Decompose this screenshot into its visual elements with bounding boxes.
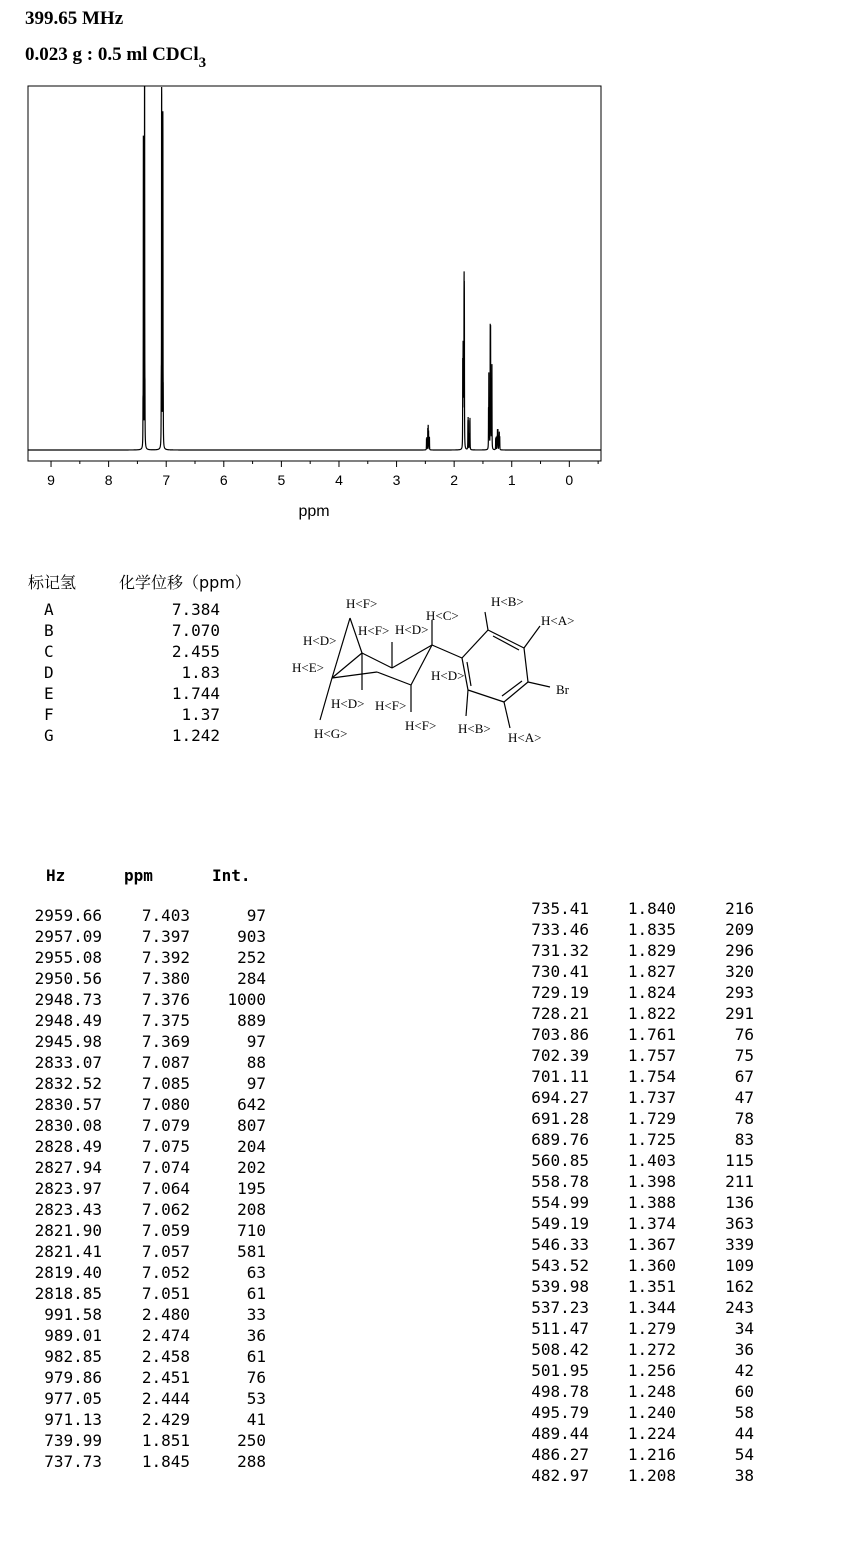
peak-hz: 2830.57 <box>34 1095 102 1114</box>
peak-ppm: 7.380 <box>141 969 190 988</box>
peak-ppm: 7.376 <box>141 990 190 1009</box>
atom-label: H<A> <box>541 613 575 628</box>
peak-ppm: 7.051 <box>141 1284 190 1303</box>
peak-hz: 977.05 <box>44 1389 102 1408</box>
peak-int: 67 <box>734 1067 754 1086</box>
peak-int: 76 <box>246 1368 266 1387</box>
peak-ppm: 1.829 <box>627 941 676 960</box>
peak-int: 76 <box>734 1025 754 1044</box>
peak-hz: 730.41 <box>531 962 589 981</box>
peak-ppm: 7.052 <box>141 1263 190 1282</box>
peak-ppm: 1.761 <box>627 1025 676 1044</box>
peak-int: 284 <box>237 969 266 988</box>
peak-ppm: 1.827 <box>627 962 676 981</box>
peak-ppm: 1.851 <box>141 1431 190 1450</box>
peak-hz: 689.76 <box>531 1130 589 1149</box>
peak-ppm: 2.429 <box>141 1410 190 1429</box>
nmr-spectrum-chart <box>0 80 620 530</box>
peak-int: 243 <box>725 1298 754 1317</box>
sample-main: 0.023 g : 0.5 ml CDCl <box>25 44 199 65</box>
assignment-label: F <box>44 705 54 724</box>
peak-ppm: 7.369 <box>141 1032 190 1051</box>
atom-label: H<F> <box>375 698 407 713</box>
atom-label: H<F> <box>346 596 378 611</box>
peak-hz: 703.86 <box>531 1025 589 1044</box>
peak-ppm: 7.074 <box>141 1158 190 1177</box>
peak-int: 581 <box>237 1242 266 1261</box>
assignment-label: D <box>44 663 54 682</box>
x-tick-label: 9 <box>47 472 55 488</box>
peak-int: 61 <box>246 1347 266 1366</box>
peak-ppm: 2.474 <box>141 1326 190 1345</box>
peak-ppm: 1.344 <box>627 1298 676 1317</box>
atom-label: H<D> <box>431 668 465 683</box>
peak-int: 889 <box>237 1011 266 1030</box>
peak-int: 211 <box>725 1172 754 1191</box>
x-axis-label: ppm <box>298 503 330 520</box>
peak-ppm: 2.480 <box>141 1305 190 1324</box>
peak-int: 41 <box>246 1410 266 1429</box>
assignment-shift-heading: 化学位移（ppm） <box>119 573 251 592</box>
peak-hz: 486.27 <box>531 1445 589 1464</box>
atom-label: H<F> <box>358 623 390 638</box>
peak-ppm: 1.224 <box>627 1424 676 1443</box>
peak-int: 202 <box>237 1158 266 1177</box>
peak-int: 209 <box>725 920 754 939</box>
atom-label: H<G> <box>314 726 348 741</box>
peak-ppm: 1.403 <box>627 1151 676 1170</box>
peak-ppm: 1.216 <box>627 1445 676 1464</box>
peak-hz: 979.86 <box>44 1368 102 1387</box>
peak-ppm: 1.279 <box>627 1319 676 1338</box>
x-axis-ticks <box>47 461 598 488</box>
peak-int: 136 <box>725 1193 754 1212</box>
peak-ppm: 1.824 <box>627 983 676 1002</box>
peak-ppm: 1.272 <box>627 1340 676 1359</box>
peak-hz: 702.39 <box>531 1046 589 1065</box>
peak-int: 195 <box>237 1179 266 1198</box>
atom-label: H<A> <box>508 730 542 745</box>
peak-ppm: 1.240 <box>627 1403 676 1422</box>
peak-hz: 508.42 <box>531 1340 589 1359</box>
peak-hz: 2957.09 <box>34 927 102 946</box>
peak-ppm: 2.458 <box>141 1347 190 1366</box>
x-tick-label: 1 <box>507 472 516 488</box>
peak-int: 53 <box>246 1389 266 1408</box>
assignment-value: 2.455 <box>171 642 220 661</box>
peak-hz: 482.97 <box>531 1466 589 1485</box>
peak-int: 42 <box>734 1361 754 1380</box>
peak-int: 903 <box>237 927 266 946</box>
assignment-value: 1.242 <box>171 726 220 745</box>
spectrometer-frequency: 399.65 MHz <box>25 8 124 29</box>
peak-hz: 728.21 <box>531 1004 589 1023</box>
peak-int: 208 <box>237 1200 266 1219</box>
peak-ppm: 1.845 <box>141 1452 190 1471</box>
peak-hz: 971.13 <box>44 1410 102 1429</box>
peak-hz: 739.99 <box>44 1431 102 1450</box>
peak-hz: 989.01 <box>44 1326 102 1345</box>
peak-int: 339 <box>725 1235 754 1254</box>
peak-hz: 501.95 <box>531 1361 589 1380</box>
peak-hz: 2832.52 <box>34 1074 102 1093</box>
peak-ppm: 7.403 <box>141 906 190 925</box>
peak-int: 34 <box>734 1319 754 1338</box>
peak-ppm: 7.085 <box>141 1074 190 1093</box>
peak-hz: 2948.73 <box>34 990 102 1009</box>
x-tick-label: 4 <box>335 472 343 488</box>
peak-int: 288 <box>237 1452 266 1471</box>
peak-ppm: 1.351 <box>627 1277 676 1296</box>
peak-ppm: 1.840 <box>627 899 676 918</box>
peak-ppm: 1.737 <box>627 1088 676 1107</box>
peak-int: 109 <box>725 1256 754 1275</box>
peak-ppm: 1.388 <box>627 1193 676 1212</box>
peak-hz: 2950.56 <box>34 969 102 988</box>
peak-hz: 558.78 <box>531 1172 589 1191</box>
peak-int: 291 <box>725 1004 754 1023</box>
peak-int: 60 <box>734 1382 754 1401</box>
peak-int: 97 <box>246 906 266 925</box>
peak-int: 97 <box>246 1074 266 1093</box>
peak-int: 63 <box>246 1263 266 1282</box>
plot-frame <box>28 86 601 461</box>
peak-ppm: 1.729 <box>627 1109 676 1128</box>
peak-ppm: 1.822 <box>627 1004 676 1023</box>
x-tick-label: 3 <box>392 472 401 488</box>
molecule-structure <box>280 590 580 750</box>
atom-label: Br <box>556 682 569 697</box>
peak-hz: 737.73 <box>44 1452 102 1471</box>
col-head-ppm: ppm <box>124 866 153 885</box>
peak-hz: 2959.66 <box>34 906 102 925</box>
peak-int: 61 <box>246 1284 266 1303</box>
peak-hz: 495.79 <box>531 1403 589 1422</box>
peak-int: 807 <box>237 1116 266 1135</box>
peak-hz: 2819.40 <box>34 1263 102 1282</box>
assignment-value: 1.83 <box>181 663 220 682</box>
peak-hz: 735.41 <box>531 899 589 918</box>
peak-int: 296 <box>725 941 754 960</box>
peak-int: 36 <box>246 1326 266 1345</box>
peak-hz: 537.23 <box>531 1298 589 1317</box>
peak-hz: 2833.07 <box>34 1053 102 1072</box>
peak-ppm: 1.754 <box>627 1067 676 1086</box>
peak-ppm: 1.367 <box>627 1235 676 1254</box>
peak-int: 250 <box>237 1431 266 1450</box>
peak-int: 36 <box>734 1340 754 1359</box>
peak-int: 320 <box>725 962 754 981</box>
atom-label: H<D> <box>395 622 429 637</box>
peak-ppm: 7.079 <box>141 1116 190 1135</box>
peak-int: 363 <box>725 1214 754 1233</box>
spectrum-trace <box>28 87 601 450</box>
x-tick-label: 2 <box>450 472 459 488</box>
peak-hz: 539.98 <box>531 1277 589 1296</box>
peak-ppm: 7.062 <box>141 1200 190 1219</box>
peak-hz: 549.19 <box>531 1214 589 1233</box>
assignment-value: 7.384 <box>171 600 220 619</box>
peak-ppm: 7.059 <box>141 1221 190 1240</box>
assignment-value: 1.744 <box>171 684 220 703</box>
assignment-label: G <box>44 726 54 745</box>
peak-ppm: 7.087 <box>141 1053 190 1072</box>
assignment-label: A <box>44 600 54 619</box>
x-tick-label: 0 <box>565 472 574 488</box>
atom-label: H<E> <box>292 660 324 675</box>
peak-hz: 2828.49 <box>34 1137 102 1156</box>
peak-int: 88 <box>246 1053 266 1072</box>
peak-ppm: 2.451 <box>141 1368 190 1387</box>
peak-int: 58 <box>734 1403 754 1422</box>
peak-ppm: 7.080 <box>141 1095 190 1114</box>
peak-hz: 2823.43 <box>34 1200 102 1219</box>
peak-ppm: 7.397 <box>141 927 190 946</box>
peak-int: 293 <box>725 983 754 1002</box>
peak-hz: 543.52 <box>531 1256 589 1275</box>
atom-label: H<D> <box>303 633 337 648</box>
sample-subscript: 3 <box>198 55 207 71</box>
peak-hz: 511.47 <box>531 1319 589 1338</box>
peak-int: 78 <box>734 1109 754 1128</box>
x-tick-label: 6 <box>219 472 228 488</box>
peak-hz: 2827.94 <box>34 1158 102 1177</box>
peak-int: 47 <box>734 1088 754 1107</box>
peak-ppm: 1.398 <box>627 1172 676 1191</box>
x-tick-label: 7 <box>162 472 171 488</box>
peak-ppm: 1.835 <box>627 920 676 939</box>
peak-ppm: 1.208 <box>627 1466 676 1485</box>
peak-hz: 2823.97 <box>34 1179 102 1198</box>
peak-ppm: 7.064 <box>141 1179 190 1198</box>
peak-hz: 982.85 <box>44 1347 102 1366</box>
peak-int: 642 <box>237 1095 266 1114</box>
peak-ppm: 7.375 <box>141 1011 190 1030</box>
peak-hz: 2818.85 <box>34 1284 102 1303</box>
peak-ppm: 2.444 <box>141 1389 190 1408</box>
peak-int: 97 <box>246 1032 266 1051</box>
peak-ppm: 1.256 <box>627 1361 676 1380</box>
peak-int: 162 <box>725 1277 754 1296</box>
peak-int: 33 <box>246 1305 266 1324</box>
peak-hz: 554.99 <box>531 1193 589 1212</box>
peak-int: 115 <box>725 1151 754 1170</box>
peak-hz: 729.19 <box>531 983 589 1002</box>
peak-hz: 489.44 <box>531 1424 589 1443</box>
peak-hz: 2948.49 <box>34 1011 102 1030</box>
sample-info <box>25 44 206 72</box>
peak-hz: 498.78 <box>531 1382 589 1401</box>
col-head-int: Int. <box>212 866 251 885</box>
peak-hz: 991.58 <box>44 1305 102 1324</box>
col-head-hz: Hz <box>46 866 66 885</box>
peak-ppm: 7.057 <box>141 1242 190 1261</box>
atom-label: H<C> <box>426 608 459 623</box>
peak-ppm: 1.360 <box>627 1256 676 1275</box>
peak-int: 1000 <box>227 990 266 1009</box>
peak-int: 54 <box>734 1445 754 1464</box>
x-tick-label: 5 <box>277 472 286 488</box>
atom-label: H<D> <box>331 696 365 711</box>
peak-hz: 731.32 <box>531 941 589 960</box>
peak-int: 83 <box>734 1130 754 1149</box>
atom-label: H<B> <box>458 721 491 736</box>
peak-ppm: 7.075 <box>141 1137 190 1156</box>
peak-int: 252 <box>237 948 266 967</box>
peak-hz: 2830.08 <box>34 1116 102 1135</box>
assignment-value: 1.37 <box>181 705 220 724</box>
peak-ppm: 7.392 <box>141 948 190 967</box>
peak-ppm: 1.757 <box>627 1046 676 1065</box>
peak-hz: 546.33 <box>531 1235 589 1254</box>
assignment-label: B <box>44 621 54 640</box>
assignment-label-heading: 标记氢 <box>28 573 77 592</box>
assignment-label: C <box>44 642 54 661</box>
x-tick-label: 8 <box>104 472 113 488</box>
peak-int: 44 <box>734 1424 754 1443</box>
assignment-label: E <box>44 684 54 703</box>
peak-int: 710 <box>237 1221 266 1240</box>
peak-hz: 733.46 <box>531 920 589 939</box>
peak-hz: 2945.98 <box>34 1032 102 1051</box>
peak-hz: 701.11 <box>531 1067 589 1086</box>
peak-int: 204 <box>237 1137 266 1156</box>
peak-hz: 694.27 <box>531 1088 589 1107</box>
peak-int: 216 <box>725 899 754 918</box>
peak-int: 75 <box>734 1046 754 1065</box>
peak-ppm: 1.374 <box>627 1214 676 1233</box>
peak-ppm: 1.725 <box>627 1130 676 1149</box>
peak-hz: 2955.08 <box>34 948 102 967</box>
atom-label: H<B> <box>491 594 524 609</box>
peak-int: 38 <box>734 1466 754 1485</box>
assignment-value: 7.070 <box>171 621 220 640</box>
peak-hz: 560.85 <box>531 1151 589 1170</box>
peak-ppm: 1.248 <box>627 1382 676 1401</box>
peak-hz: 2821.41 <box>34 1242 102 1261</box>
peak-hz: 691.28 <box>531 1109 589 1128</box>
atom-label: H<F> <box>405 718 437 733</box>
peak-hz: 2821.90 <box>34 1221 102 1240</box>
